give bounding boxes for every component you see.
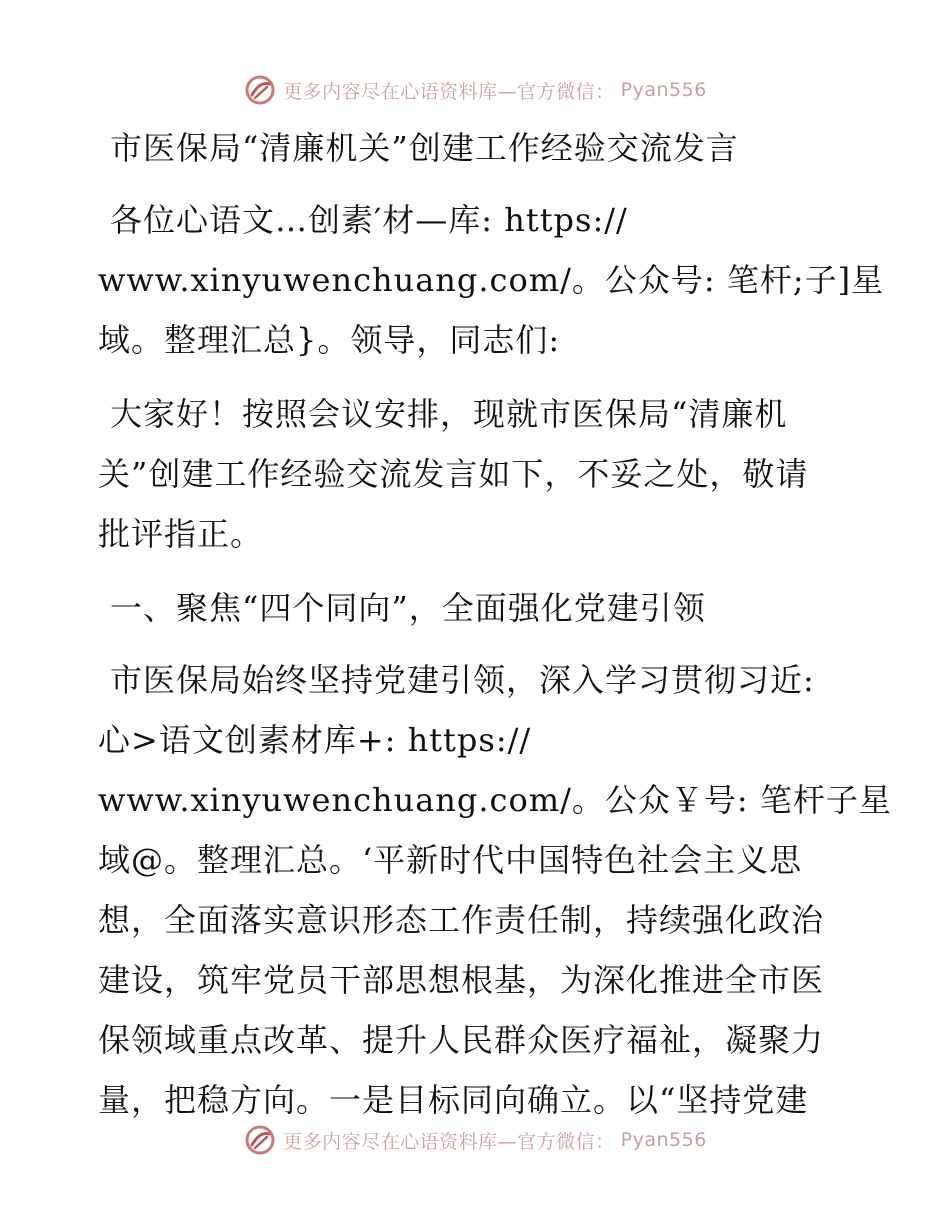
watermark-banner-bottom bbox=[0, 1120, 950, 1160]
intro-line: 关”创建工作经验交流发言如下，不妥之处，敬请 bbox=[98, 455, 809, 493]
brush-seal-icon bbox=[243, 1123, 277, 1157]
salutation-line: www.xinyuwenchuang.com/。公众号: 笔杆;子]星 bbox=[98, 261, 885, 299]
intro-line: 批评指正。 bbox=[98, 515, 264, 553]
body-line: 建设，筑牢党员干部思想根基，为深化推进全市医 bbox=[98, 961, 825, 999]
intro-line: 大家好！按照会议安排，现就市医保局“清廉机 bbox=[110, 395, 788, 433]
body-line: 想，全面落实意识形态工作责任制，持续强化政治 bbox=[98, 901, 825, 939]
salutation-line: 域。整理汇总}。领导，同志们: bbox=[98, 321, 561, 359]
brush-seal-icon bbox=[243, 73, 277, 107]
watermark-banner-top bbox=[0, 70, 950, 110]
body-line: 域@。整理汇总。‘平新时代中国特色社会主义思 bbox=[98, 841, 803, 879]
body-line: www.xinyuwenchuang.com/。公众￥号: 笔杆子星 bbox=[98, 781, 892, 819]
watermark-slogan: 更多内容尽在心语资料库—官方微信： bbox=[283, 1130, 615, 1153]
watermark-handle: Pyan556 bbox=[620, 1129, 707, 1151]
body-line: 心>语文创素材库+: https:// bbox=[98, 721, 532, 759]
section-heading: 一、聚焦“四个同向”，全面强化党建引领 bbox=[110, 589, 706, 627]
document-body bbox=[98, 118, 892, 1130]
salutation-line: 各位心语文…创素′材—库: https:// bbox=[110, 201, 628, 239]
body-line: 量，把稳方向。一是目标同向确立。以“坚持党建 bbox=[98, 1081, 809, 1119]
document-title: 市医保局“清廉机关”创建工作经验交流发言 bbox=[110, 129, 739, 167]
body-line: 保领域重点改革、提升人民群众医疗福祉，凝聚力 bbox=[98, 1021, 825, 1059]
watermark-slogan: 更多内容尽在心语资料库—官方微信： bbox=[283, 80, 615, 103]
watermark-handle: Pyan556 bbox=[620, 79, 707, 101]
body-line: 市医保局始终坚持党建引领，深入学习贯彻习近: bbox=[110, 661, 815, 699]
